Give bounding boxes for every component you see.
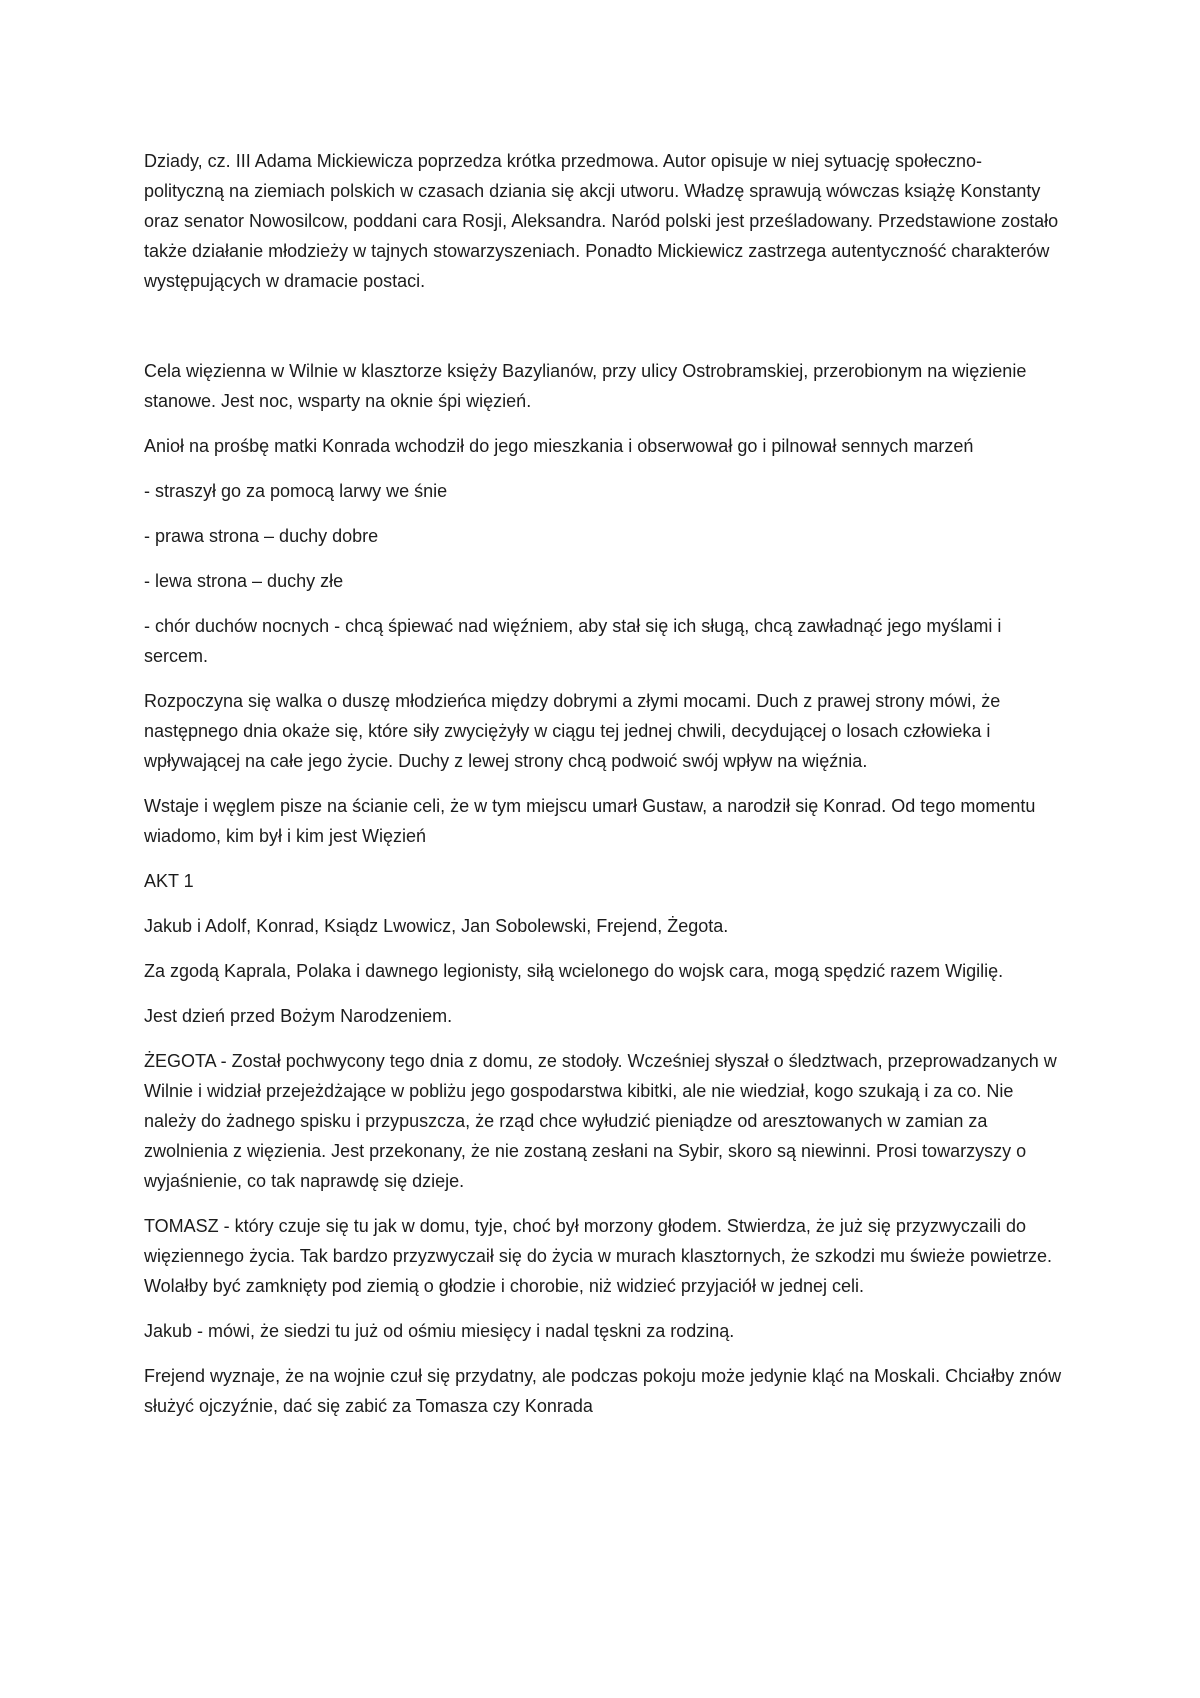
paragraph-characters: Jakub i Adolf, Konrad, Ksiądz Lwowicz, Jan Sobolewski, Frejend, Żegota. <box>144 916 729 936</box>
act-heading: AKT 1 <box>144 871 194 891</box>
paragraph-christmas-eve: Jest dzień przed Bożym Narodzeniem. <box>144 1006 453 1026</box>
paragraph-corporal: Za zgodą Kaprala, Polaka i dawnego legionisty, siłą wcielonego do wojsk cara, mogą spędzić razem Wigilię. <box>144 961 1004 981</box>
paragraph-zegota: ŻEGOTA - Został pochwycony tego dnia z domu, ze stodoły. Wcześniej słyszał o śledztwach, przeprowadzanych w Wilnie i widział przejeżdżające w pobliżu jego gospodarstwa kibitki, ale nie wiedział, kogo szukają i za co. Nie należy do żadnego spisku i przypuszcza, że rząd chce wyłudzić pieniądze od aresztowanych w zamian za zwolnienia z więzienia. Jest przekonany, że nie zostaną zesłani na Sybir, skoro są niewinni. Prosi towarzyszy o wyjaśnienie, co tak naprawdę się dzieje. <box>144 1051 1057 1191</box>
intro-paragraph: Dziady, cz. III Adama Mickiewicza poprzedza krótka przedmowa. Autor opisuje w niej sytuację społeczno-polityczną na ziemiach polskich w czasach dziania się akcji utworu. Władzę sprawują wówczas książę Konstanty oraz senator Nowosilcow, poddani cara Rosji, Aleksandra. Naród polski jest prześladowany. Przedstawione zostało także działanie młodzieży w tajnych stowarzyszeniach. Ponadto Mickiewicz zastrzega autentyczność charakterów występujących w dramacie postaci. <box>144 151 1059 291</box>
paragraph-gustaw-konrad: Wstaje i węglem pisze na ścianie celi, że w tym miejscu umarł Gustaw, a narodził się Konrad. Od tego momentu wiadomo, kim był i kim jest Więzień <box>144 796 1036 846</box>
paragraph-cell-setting: Cela więzienna w Wilnie w klasztorze księży Bazylianów, przy ulicy Ostrobramskiej, przerobionym na więzienie stanowe. Jest noc, wsparty na oknie śpi więzień. <box>144 361 1027 411</box>
paragraph-frejend: Frejend wyznaje, że na wojnie czuł się przydatny, ale podczas pokoju może jedynie kląć na Moskali. Chciałby znów służyć ojczyźnie, dać się zabić za Tomasza czy Konrada <box>144 1366 1062 1416</box>
paragraph-tomasz: TOMASZ - który czuje się tu jak w domu, tyje, choć był morzony głodem. Stwierdza, że już się przyzwyczaili do więziennego życia. Tak bardzo przyzwyczaił się do życia w murach klasztornych, że szkodzi mu świeże powietrze. Wolałby być zamknięty pod ziemią o głodzie i chorobie, niż widzieć przyjaciół w jednej celi. <box>144 1216 1053 1296</box>
paragraph-jakub: Jakub - mówi, że siedzi tu już od ośmiu miesięcy i nadal tęskni za rodziną. <box>144 1321 735 1341</box>
list-item-left-side: - lewa strona – duchy złe <box>144 571 344 591</box>
paragraph-angel: Anioł na prośbę matki Konrada wchodził do jego mieszkania i obserwował go i pilnował sennych marzeń <box>144 436 974 456</box>
list-item-right-side: - prawa strona – duchy dobre <box>144 526 379 546</box>
list-item-night-spirits: - chór duchów nocnych - chcą śpiewać nad więźniem, aby stał się ich sługą, chcą zawładnąć jego myślami i sercem. <box>144 616 1002 666</box>
document-body <box>144 146 1062 1436</box>
paragraph-soul-fight: Rozpoczyna się walka o duszę młodzieńca między dobrymi a złymi mocami. Duch z prawej strony mówi, że następnego dnia okaże się, które siły zwyciężyły w ciągu tej jednej chwili, decydującej o losach człowieka i wpływającej na całe jego życie. Duchy z lewej strony chcą podwoić swój wpływ na więźnia. <box>144 691 1001 771</box>
list-item-larva: - straszył go za pomocą larwy we śnie <box>144 481 448 501</box>
